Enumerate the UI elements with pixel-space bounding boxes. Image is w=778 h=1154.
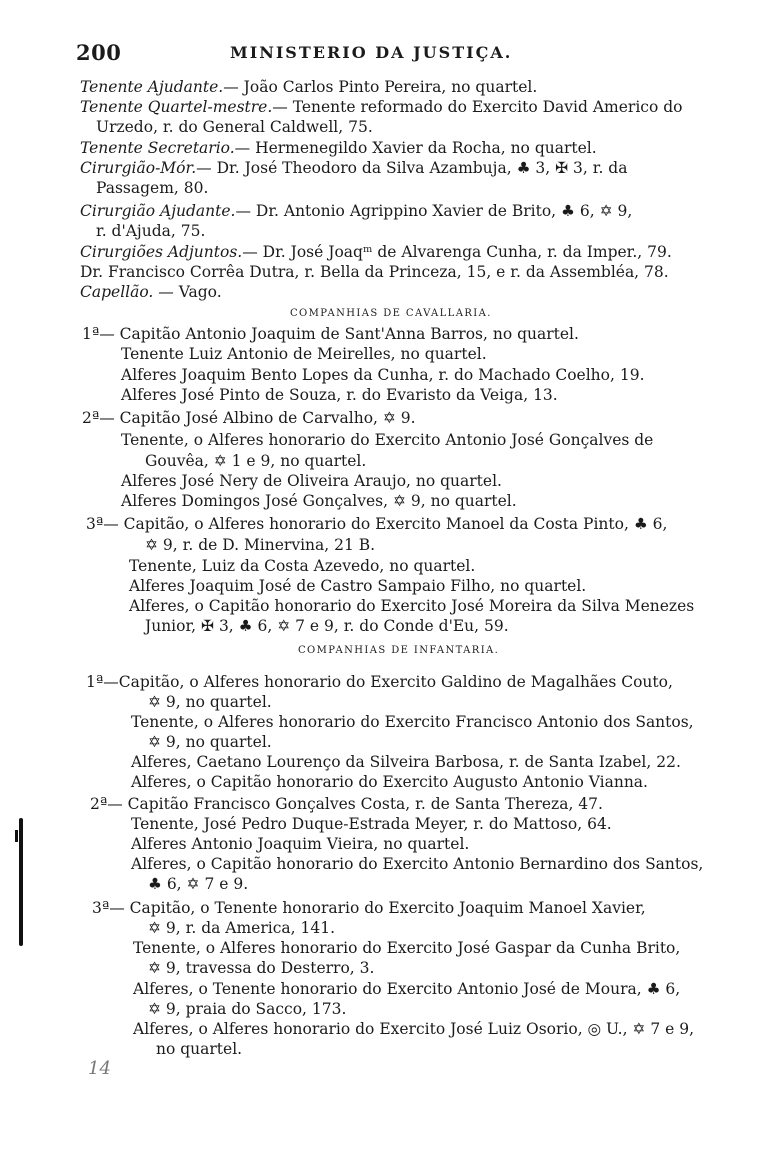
staff-role: Cirurgião-Mór. [80,159,197,177]
staff-line: Passagem, 80. [96,179,209,197]
company-line: ✡ 9, r. de D. Minervina, 21 B. [145,536,376,554]
company-line: 3ª— Capitão, o Alferes honorario do Exercito Manoel da Costa Pinto, ♣ 6, [86,515,668,533]
company-line: Tenente, o Alferes honorario do Exercito José Gaspar da Cunha Brito, [133,939,681,957]
company-line: Alferes Joaquim Bento Lopes da Cunha, r. do Machado Coelho, 19. [121,366,645,384]
staff-entry: — Dr. José Joaqᵐ de Alvarenga Cunha, r. da Imper., 79. [242,243,672,261]
margin-bar-mark [19,818,23,946]
staff-role: Capellão. [80,283,154,301]
page-header [76,40,716,66]
company-line: Tenente, José Pedro Duque-Estrada Meyer, r. do Mattoso, 64. [131,815,612,833]
company-line: 2ª— Capitão Francisco Gonçalves Costa, r. de Santa Thereza, 47. [90,795,603,813]
company-line: ✡ 9, travessa do Desterro, 3. [148,959,375,977]
staff-line: Urzedo, r. do General Caldwell, 75. [96,118,373,136]
margin-tick-mark [15,830,18,842]
company-line: Alferes, o Alferes honorario do Exercito José Luiz Osorio, ◎ U., ✡ 7 e 9, [133,1020,695,1038]
company-line: Alferes, Caetano Lourenço da Silveira Barbosa, r. de Santa Izabel, 22. [131,753,681,771]
staff-role: Tenente Ajudante. [80,78,224,96]
company-line: Tenente, o Alferes honorario do Exercito Francisco Antonio dos Santos, [131,713,694,731]
company-line: 3ª— Capitão, o Tenente honorario do Exercito Joaquim Manoel Xavier, [92,899,646,917]
company-line: Alferes Joaquim José de Castro Sampaio Filho, no quartel. [129,577,587,595]
company-line: ✡ 9, no quartel. [148,693,272,711]
page-number: 200 [76,40,122,65]
company-line: Alferes, o Capitão honorario do Exercito Antonio Bernardino dos Santos, [131,855,704,873]
staff-line [80,242,672,262]
staff-role: Cirurgiões Adjuntos. [80,243,243,261]
company-line: 1ª— Capitão Antonio Joaquim de Sant'Anna Barros, no quartel. [82,325,579,343]
staff-line [80,158,627,178]
company-line: Alferes José Nery de Oliveira Araujo, no quartel. [121,472,502,490]
staff-entry: — João Carlos Pinto Pereira, no quartel. [223,78,538,96]
company-line: Alferes Antonio Joaquim Vieira, no quartel. [131,835,470,853]
staff-entry: — Tenente reformado do Exercito David Americo do [272,98,683,116]
running-title: MINISTERIO DA JUSTIÇA. [230,43,513,62]
company-line: ♣ 6, ✡ 7 e 9. [148,875,249,893]
staff-line: Dr. Francisco Corrêa Dutra, r. Bella da Princeza, 15, e r. da Assembléa, 78. [80,263,669,281]
staff-line [80,138,597,158]
company-line: no quartel. [156,1040,243,1058]
staff-line [80,77,537,97]
staff-entry: — Hermenegildo Xavier da Rocha, no quartel. [234,139,597,157]
company-line: Alferes, o Capitão honorario do Exercito José Moreira da Silva Menezes [129,597,695,615]
company-line: ✡ 9, no quartel. [148,733,272,751]
footer-mark: 14 [88,1058,111,1079]
company-line: Tenente, o Alferes honorario do Exercito Antonio José Gonçalves de [121,431,654,449]
staff-role: Tenente Quartel-mestre. [80,98,273,116]
company-line: Alferes Domingos José Gonçalves, ✡ 9, no quartel. [121,492,517,510]
staff-line: r. d'Ajuda, 75. [96,222,206,240]
staff-role: Tenente Secretario. [80,139,235,157]
company-line: Tenente, Luiz da Costa Azevedo, no quartel. [129,557,476,575]
company-line: Alferes, o Tenente honorario do Exercito Antonio José de Moura, ♣ 6, [133,980,681,998]
company-line: 2ª— Capitão José Albino de Carvalho, ✡ 9. [82,409,416,427]
staff-entry: — Dr. Antonio Agrippino Xavier de Brito, ♣ 6, ✡ 9, [235,202,633,220]
company-line: Tenente Luiz Antonio de Meirelles, no quartel. [121,345,487,363]
company-line: Alferes José Pinto de Souza, r. do Evaristo da Veiga, 13. [121,386,558,404]
staff-line [80,97,682,117]
staff-entry: — Vago. [153,283,222,301]
company-line: Alferes, o Capitão honorario do Exercito Augusto Antonio Vianna. [131,773,648,791]
company-line: Gouvêa, ✡ 1 e 9, no quartel. [145,452,367,470]
company-line: Junior, ✠ 3, ♣ 6, ✡ 7 e 9, r. do Conde d'Eu, 59. [145,617,509,635]
staff-line [80,282,222,302]
staff-line [80,201,632,221]
company-line: ✡ 9, praia do Sacco, 173. [148,1000,347,1018]
section-heading-infantaria: COMPANHIAS DE INFANTARIA. [298,645,500,656]
company-line: 1ª—Capitão, o Alferes honorario do Exercito Galdino de Magalhães Couto, [86,673,673,691]
section-heading-cavalaria: COMPANHIAS DE CAVALLARIA. [290,308,492,319]
staff-entry: — Dr. José Theodoro da Silva Azambuja, ♣ 3, ✠ 3, r. da [196,159,628,177]
staff-role: Cirurgião Ajudante. [80,202,236,220]
company-line: ✡ 9, r. da America, 141. [148,919,335,937]
